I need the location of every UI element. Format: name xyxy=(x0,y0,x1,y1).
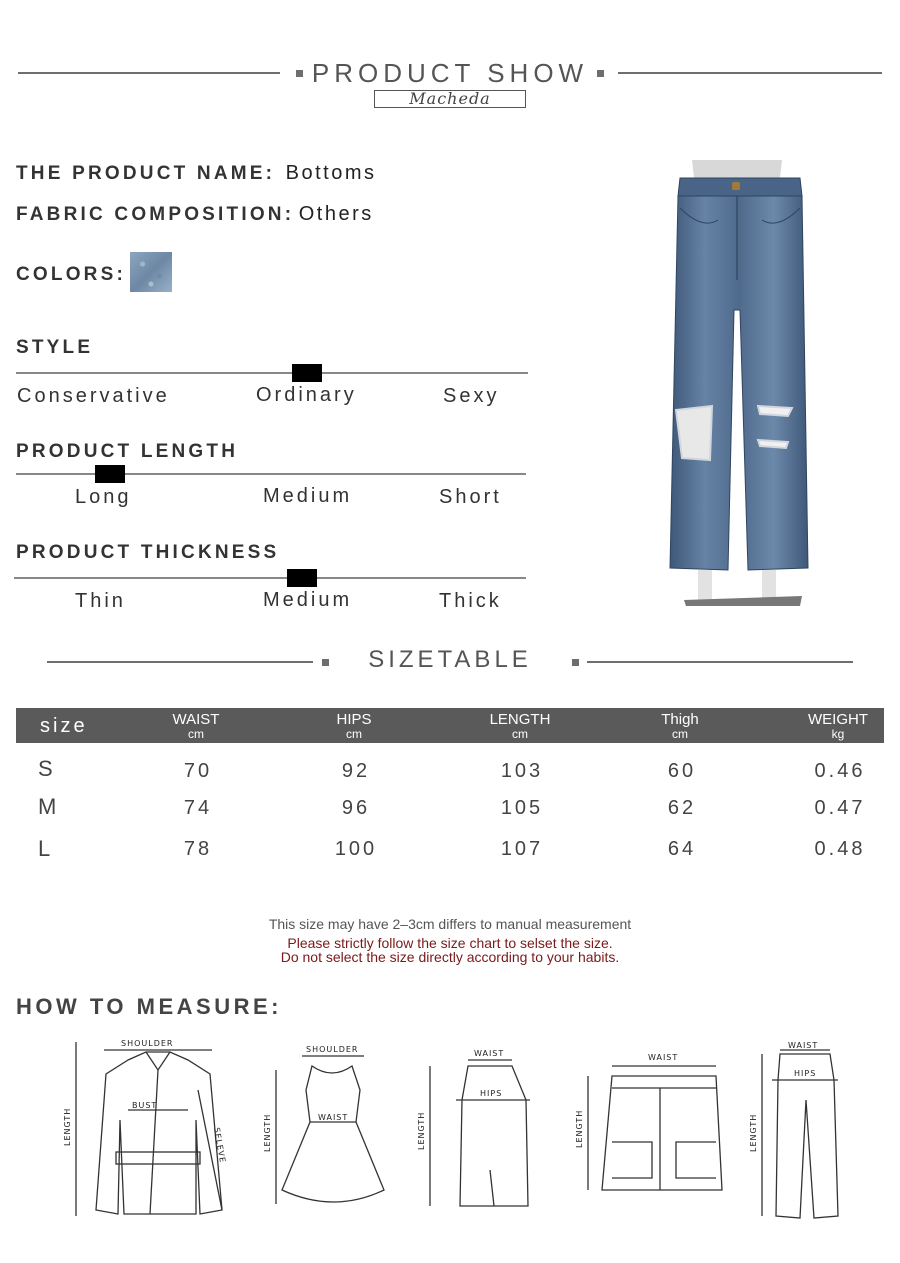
colors-row xyxy=(16,264,126,286)
column-header-weight: WEIGHT xyxy=(808,711,868,728)
thickness-knob[interactable] xyxy=(287,569,317,587)
note-measurement: This size may have 2–3cm differs to manual measurement xyxy=(268,916,632,932)
brand-name: Macheda xyxy=(374,90,526,108)
jacket-shoulder-label: SHOULDER xyxy=(121,1039,174,1048)
length-option-short: Short xyxy=(439,486,502,508)
jacket-diagram xyxy=(76,1042,222,1216)
pants-hips-label: HIPS xyxy=(794,1069,817,1078)
cell-length: 107 xyxy=(500,838,544,860)
shorts-length-label: LENGTH xyxy=(575,1109,584,1148)
page-title: PRODUCT SHOW xyxy=(311,58,589,88)
thickness-title: PRODUCT THICKNESS xyxy=(16,542,280,563)
color-swatch-denim[interactable] xyxy=(130,252,172,292)
product-name-label: THE PRODUCT NAME: xyxy=(16,163,276,184)
dress-diagram xyxy=(276,1056,384,1204)
shorts-diagram xyxy=(588,1066,722,1190)
column-unit-thigh: cm xyxy=(672,727,688,741)
product-name-row xyxy=(16,162,376,185)
cell-thigh: 60 xyxy=(667,760,697,782)
thickness-option-thick: Thick xyxy=(439,590,502,612)
cell-waist: 74 xyxy=(183,797,213,819)
jacket-length-label: LENGTH xyxy=(63,1107,72,1146)
size-table-header xyxy=(16,708,884,743)
column-header-waist: WAIST xyxy=(172,711,220,728)
skirt-hips-label: HIPS xyxy=(480,1089,503,1098)
length-track xyxy=(16,473,526,475)
column-unit-weight: kg xyxy=(831,727,845,741)
skirt-diagram xyxy=(430,1060,530,1206)
thickness-track xyxy=(14,577,526,579)
dress-waist-label: WAIST xyxy=(318,1113,349,1122)
cell-hips: 96 xyxy=(341,797,371,819)
cell-length: 105 xyxy=(500,797,544,819)
length-title: PRODUCT LENGTH xyxy=(16,441,239,462)
header-line-right xyxy=(618,72,882,74)
size-column-header: size xyxy=(40,715,88,737)
cell-length: 103 xyxy=(500,760,544,782)
note-habits: Do not select the size directly according to your habits. xyxy=(280,949,620,965)
style-option-conservative: Conservative xyxy=(17,385,170,407)
sizetable-line-right xyxy=(587,661,853,663)
header-square-right xyxy=(597,70,604,77)
length-option-long: Long xyxy=(75,486,132,508)
dress-length-label: LENGTH xyxy=(263,1113,272,1152)
jacket-bust-label: BUST xyxy=(132,1101,158,1110)
skirt-waist-label: WAIST xyxy=(474,1049,505,1058)
style-knob[interactable] xyxy=(292,364,322,382)
cell-weight: 0.46 xyxy=(814,760,866,782)
style-option-sexy: Sexy xyxy=(443,385,500,407)
cell-hips: 100 xyxy=(334,838,378,860)
note-follow-chart: Please strictly follow the size chart to selset the size. xyxy=(287,935,613,951)
cell-hips: 92 xyxy=(341,760,371,782)
pants-length-label: LENGTH xyxy=(749,1113,758,1152)
cell-weight: 0.48 xyxy=(814,838,866,860)
thickness-option-medium: Medium xyxy=(263,589,353,611)
style-track xyxy=(16,372,528,374)
cell-waist: 78 xyxy=(183,838,213,860)
cell-thigh: 64 xyxy=(667,838,697,860)
product-image-jeans xyxy=(662,160,812,608)
column-header-thigh: Thigh xyxy=(661,711,699,728)
column-unit-waist: cm xyxy=(188,727,204,741)
how-to-measure-title: HOW TO MEASURE: xyxy=(16,994,282,1019)
length-option-medium: Medium xyxy=(263,485,353,507)
style-option-ordinary: Ordinary xyxy=(256,384,357,406)
colors-label: COLORS: xyxy=(16,264,127,285)
fabric-value: Others xyxy=(298,203,374,225)
sizetable-title: SIZETABLE xyxy=(368,646,532,673)
dress-shoulder-label: SHOULDER xyxy=(306,1045,359,1054)
cell-waist: 70 xyxy=(183,760,213,782)
product-name-value: Bottoms xyxy=(285,162,377,184)
skirt-length-label: LENGTH xyxy=(417,1111,426,1150)
length-knob[interactable] xyxy=(95,465,125,483)
row-size-s: S xyxy=(38,756,53,781)
column-unit-length: cm xyxy=(512,727,528,741)
thickness-option-thin: Thin xyxy=(75,590,126,612)
style-title: STYLE xyxy=(16,337,94,358)
shorts-waist-label: WAIST xyxy=(648,1053,679,1062)
pants-waist-label: WAIST xyxy=(788,1041,819,1050)
column-header-hips: HIPS xyxy=(336,711,372,728)
column-unit-hips: cm xyxy=(346,727,362,741)
fabric-row xyxy=(16,203,374,226)
cell-thigh: 62 xyxy=(667,797,697,819)
row-size-m: M xyxy=(38,794,57,819)
row-size-l: L xyxy=(38,836,51,861)
jacket-selve-label: SELEVE xyxy=(212,1126,228,1164)
fabric-label: FABRIC COMPOSITION: xyxy=(16,204,295,225)
column-header-length: LENGTH xyxy=(489,711,551,728)
cell-weight: 0.47 xyxy=(814,797,866,819)
measure-diagrams xyxy=(0,1030,900,1230)
sizetable-square-right xyxy=(572,659,579,666)
